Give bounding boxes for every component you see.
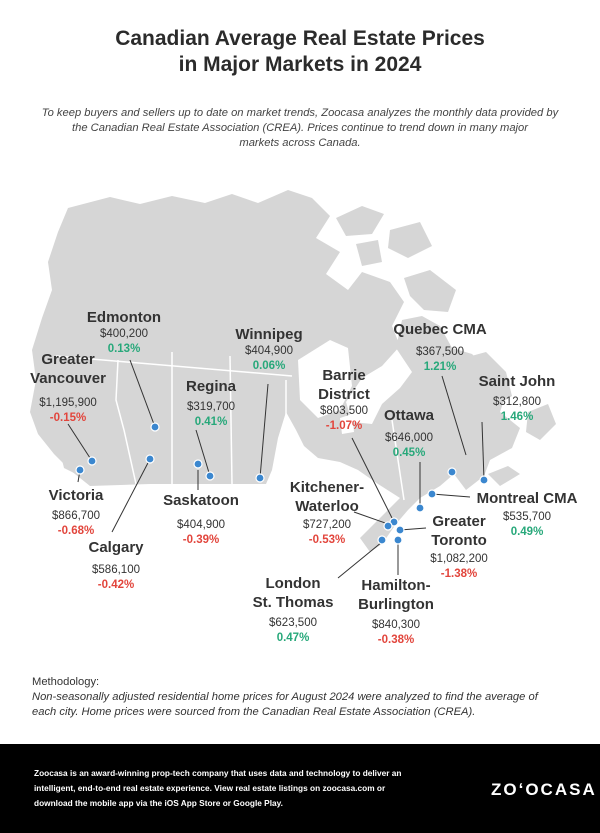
footer [0, 744, 600, 833]
arctic-island [336, 206, 384, 236]
marker-calgary[interactable] [146, 455, 154, 463]
city-label-winnipeg[interactable] [226, 325, 312, 374]
city-change: -1.07% [325, 420, 363, 432]
city-change: 0.13% [107, 343, 141, 355]
city-change: -0.38% [377, 634, 415, 646]
city-price: $623,500 [269, 617, 317, 629]
marker-victoria[interactable] [76, 466, 84, 474]
city-change: -0.53% [308, 534, 346, 546]
city-price: $1,195,900 [39, 397, 97, 409]
city-label-calgary[interactable] [78, 538, 154, 593]
city-name: Calgary [88, 539, 144, 556]
baffin-island [404, 270, 456, 312]
city-name: Regina [185, 378, 236, 395]
marker-vancouver[interactable] [88, 457, 96, 465]
city-change: -0.39% [182, 534, 220, 546]
city-price: $840,300 [372, 619, 420, 631]
footer-text [34, 766, 484, 811]
city-label-regina[interactable] [176, 377, 246, 430]
city-price: $586,100 [92, 564, 140, 576]
city-price: $312,800 [493, 396, 541, 408]
city-name-line2: District [318, 386, 370, 403]
methodology-text [32, 690, 572, 720]
city-change: -0.15% [49, 412, 87, 424]
city-label-victoria[interactable] [38, 486, 114, 539]
city-change: -1.38% [440, 568, 478, 580]
city-name: Quebec CMA [393, 321, 487, 338]
marker-kitchener[interactable] [384, 522, 392, 530]
marker-regina[interactable] [206, 472, 214, 480]
city-change: 0.47% [276, 632, 310, 644]
city-name-line2: Toronto [431, 532, 487, 549]
city-name-line2: Waterloo [295, 498, 359, 515]
methodology-label: Methodology: [32, 676, 100, 688]
marker-london[interactable] [378, 536, 386, 544]
footer-line: intelligent, end-to-end real estate experience. View real estate listings on zoocasa.com or [34, 783, 386, 793]
city-name-line2: Burlington [358, 596, 434, 613]
city-name: Victoria [48, 487, 104, 504]
leader-montreal [432, 494, 470, 497]
city-label-saint-john[interactable] [474, 372, 560, 425]
city-name-line2: St. Thomas [252, 594, 334, 611]
city-price: $535,700 [503, 511, 551, 523]
city-change: 0.45% [392, 447, 426, 459]
city-name: Barrie [322, 367, 366, 384]
city-name: Greater [41, 351, 95, 368]
city-price: $646,000 [385, 432, 433, 444]
city-label-kitchener-waterloo[interactable] [282, 478, 372, 548]
marker-montreal[interactable] [428, 490, 436, 498]
footer-line: Zoocasa is an award-winning prop-tech company that uses data and technology to deliver an [34, 768, 402, 778]
city-change: 0.49% [510, 526, 544, 538]
city-label-london-st-thomas[interactable] [246, 574, 340, 646]
city-label-greater-toronto[interactable] [420, 512, 498, 582]
city-price: $803,500 [320, 405, 368, 417]
nova-scotia [488, 466, 520, 486]
methodology-line: each city. Home prices were sourced from the Canadian Real Estate Association (CREA). [32, 706, 476, 718]
city-label-quebec-cma[interactable] [390, 320, 490, 375]
city-price: $404,900 [177, 519, 225, 531]
marker-saintjohn[interactable] [480, 476, 488, 484]
city-price: $404,900 [245, 345, 293, 357]
city-name: Saskatoon [163, 492, 239, 509]
arctic-island [388, 222, 432, 258]
city-price: $319,700 [187, 401, 235, 413]
city-name: Montreal CMA [476, 490, 578, 507]
city-name: Hamilton- [361, 577, 431, 594]
marker-toronto[interactable] [396, 526, 404, 534]
intro-line: markets across Canada. [239, 137, 361, 149]
city-label-barrie-district[interactable] [306, 366, 382, 434]
marker-ottawa[interactable] [416, 504, 424, 512]
arctic-island [356, 240, 382, 266]
methodology-line: Non-seasonally adjusted residential home prices for August 2024 were analyzed to find the average of [32, 691, 538, 703]
city-price: $727,200 [303, 519, 351, 531]
footer-line: download the mobile app via the iOS App Store or Google Play. [34, 798, 283, 808]
city-label-hamilton-burlington[interactable] [350, 576, 442, 648]
city-name: Kitchener- [289, 479, 365, 496]
marker-saskatoon[interactable] [194, 460, 202, 468]
city-name: London [265, 575, 321, 592]
marker-hamilton[interactable] [394, 536, 402, 544]
city-change: 0.41% [194, 416, 228, 428]
marker-winnipeg[interactable] [256, 474, 264, 482]
city-label-saskatoon[interactable] [156, 491, 246, 548]
city-change: 0.06% [252, 360, 286, 372]
marker-edmonton[interactable] [151, 423, 159, 431]
city-name: Saint John [478, 373, 556, 390]
city-price: $866,700 [52, 510, 100, 522]
intro-line: To keep buyers and sellers up to date on market trends, Zoocasa analyzes the monthly data provided by [41, 107, 559, 119]
marker-quebec[interactable] [448, 468, 456, 476]
city-price: $367,500 [416, 346, 464, 358]
intro-line: the Canadian Real Estate Association (CREA). Prices continue to trend down in many major [71, 122, 528, 134]
city-change: -0.68% [57, 525, 95, 537]
city-name-line2: Vancouver [30, 370, 106, 387]
city-change: 1.46% [500, 411, 534, 423]
city-name: Winnipeg [235, 326, 303, 343]
city-price: $400,200 [100, 328, 148, 340]
city-label-greater-vancouver[interactable] [22, 350, 114, 426]
page-title: Canadian Average Real Estate Prices [115, 27, 485, 50]
city-label-ottawa[interactable] [376, 406, 442, 461]
page-title-line2: in Major Markets in 2024 [178, 53, 422, 76]
city-name: Greater [432, 513, 486, 530]
city-name: Edmonton [86, 309, 162, 326]
city-change: -0.42% [97, 579, 135, 591]
zoocasa-logo[interactable]: ZOʻOCASA [491, 780, 597, 799]
city-change: 1.21% [423, 361, 457, 373]
city-price: $1,082,200 [430, 553, 488, 565]
city-name: Ottawa [383, 407, 434, 424]
